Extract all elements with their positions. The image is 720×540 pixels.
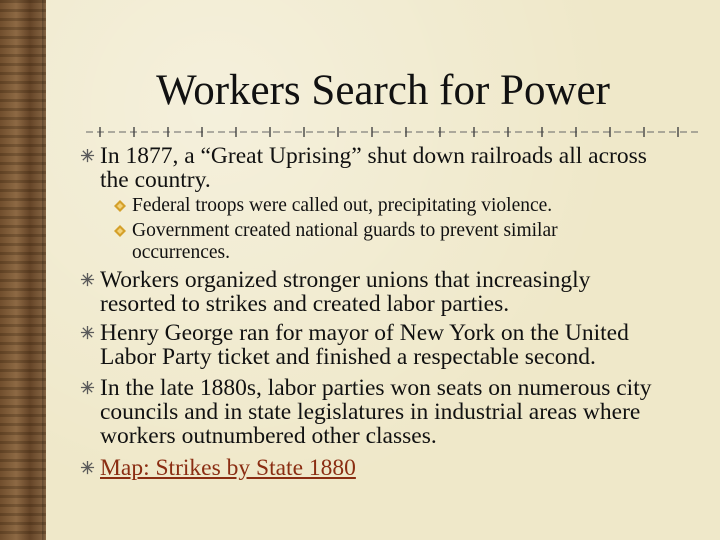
bullet-2-line-2: resorted to strikes and created labor parties. <box>100 291 510 317</box>
sub-bullet-1-line-1: Federal troops were called out, precipitating violence. <box>132 195 553 216</box>
map-strikes-link[interactable]: Map: Strikes by State 1880 <box>100 455 356 481</box>
slide-title: Workers Search for Power <box>156 67 610 114</box>
diamond-icon <box>114 225 126 237</box>
bullet-3-line-1: Henry George ran for mayor of New York on the United <box>100 320 629 346</box>
cross-flourish-icon <box>80 380 95 395</box>
cross-flourish-icon <box>80 460 95 475</box>
cross-flourish-icon <box>80 272 95 287</box>
bullet-5 <box>100 456 356 480</box>
sub-bullet-2-line-1: Government created national guards to prevent similar <box>132 220 558 241</box>
bullet-3-line-2: Labor Party ticket and finished a respectable second. <box>100 344 596 370</box>
bullet-4-line-1: In the late 1880s, labor parties won seats on numerous city <box>100 375 652 401</box>
bullet-4-line-3: workers outnumbered other classes. <box>100 423 437 449</box>
cross-flourish-icon <box>80 148 95 163</box>
bullet-1-line-2: the country. <box>100 167 211 193</box>
diamond-icon <box>114 200 126 212</box>
sub-bullet-2-line-2: occurrences. <box>132 242 230 263</box>
bullet-4-line-2: councils and in state legislatures in industrial areas where <box>100 399 641 425</box>
cross-flourish-icon <box>80 325 95 340</box>
bullet-1-line-1: In 1877, a “Great Uprising” shut down railroads all across <box>100 143 647 169</box>
bullet-2-line-1: Workers organized stronger unions that increasingly <box>100 267 591 293</box>
